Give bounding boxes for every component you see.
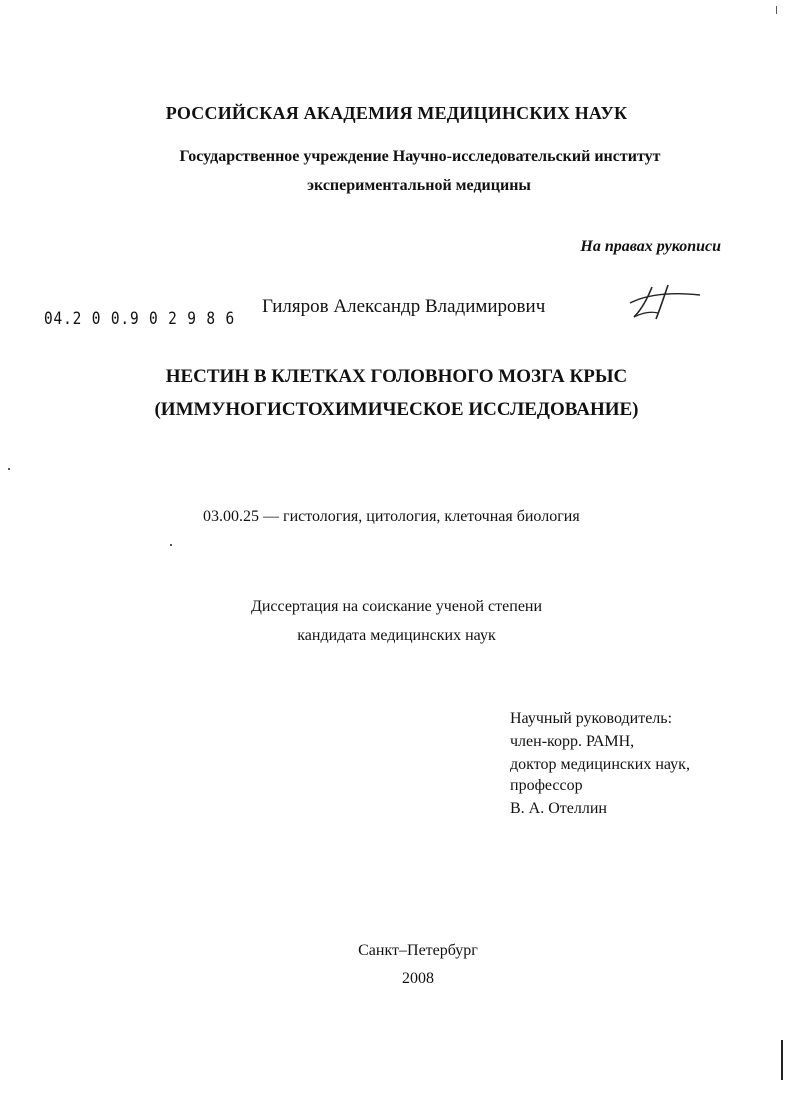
academy-heading: РОССИЙСКАЯ АКАДЕМИЯ МЕДИЦИНСКИХ НАУК	[165, 103, 628, 123]
specialty-code: 03.00.25 — гистология, цитология, клеточная биология	[203, 508, 580, 525]
city: Санкт–Петербург	[358, 942, 478, 959]
institution-line-2: экспериментальной медицины	[307, 177, 531, 194]
dissertation-statement-line-2: кандидата медицинских наук	[297, 627, 496, 644]
scan-artifact	[8, 468, 10, 470]
institution-line-1: Государственное учреждение Научно-исследовательский институт	[179, 148, 661, 165]
dissertation-statement-line-1: Диссертация на соискание ученой степени	[250, 598, 543, 615]
supervisor-degree: доктор медицинских наук,	[510, 756, 690, 773]
thesis-title-line-1: НЕСТИН В КЛЕТКАХ ГОЛОВНОГО МОЗГА КРЫС	[165, 366, 628, 387]
thesis-title-line-2: (ИММУНОГИСТОХИМИЧЕСКОЕ ИССЛЕДОВАНИЕ)	[154, 399, 639, 420]
year: 2008	[402, 970, 434, 987]
scan-artifact	[781, 1040, 783, 1080]
supervisor-name: В. А. Отеллин	[510, 800, 607, 817]
scan-artifact	[170, 544, 172, 546]
supervisor-title: профессор	[510, 777, 583, 794]
scan-artifact	[776, 6, 777, 14]
author-name: Гиляров Александр Владимирович	[262, 296, 546, 317]
manuscript-rights-note: На правах рукописи	[580, 238, 721, 255]
supervisor-label: Научный руководитель:	[510, 710, 673, 727]
archive-code-stamp: 04.2 0 0.9 0 2 9 8 6	[44, 309, 235, 329]
author-signature	[622, 283, 702, 323]
supervisor-rank: член-корр. РАМН,	[510, 733, 635, 750]
